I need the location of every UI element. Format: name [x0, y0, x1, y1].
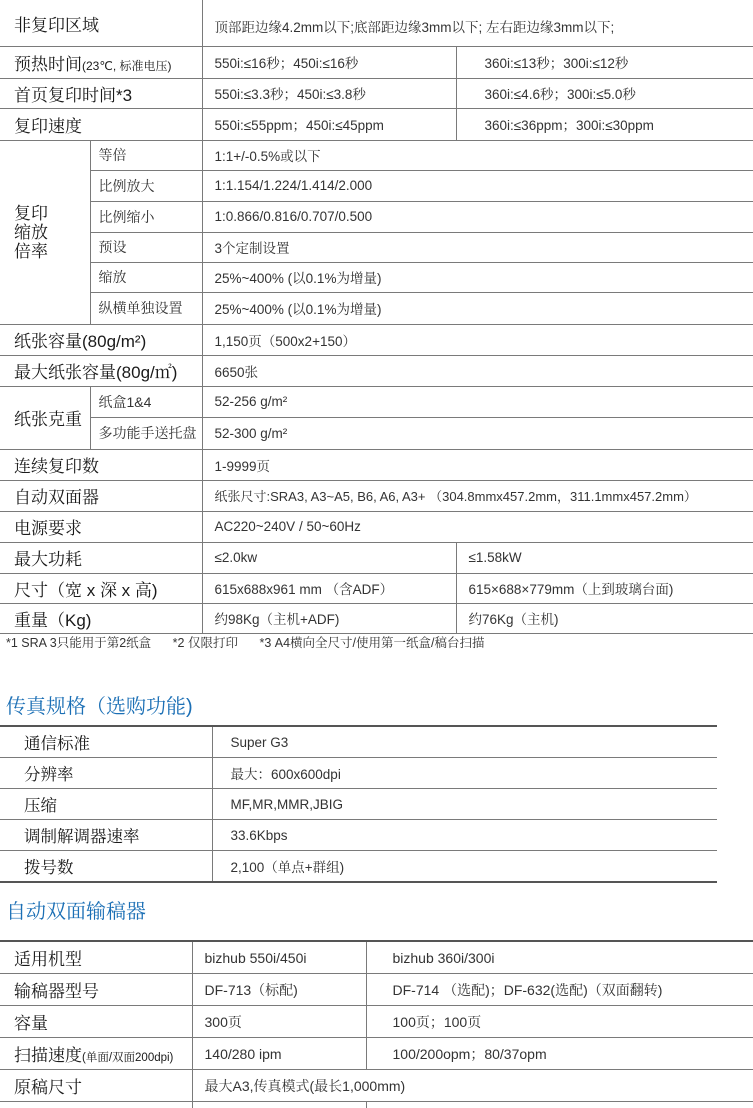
value-dimensions-right: 615×688×779mm（上到玻璃台面) [456, 573, 753, 603]
row-zoom-5 [0, 262, 753, 292]
fax-value-modem: 33.6Kbps [212, 820, 717, 851]
footnote-2: *2 仅限打印 [172, 636, 238, 650]
adf-row-feeder-model [0, 974, 753, 1006]
fax-label-resolution: 分辨率 [0, 758, 212, 789]
label-zoom-equal: 等倍 [90, 140, 202, 170]
row-copy-speed [0, 108, 753, 140]
value-dimensions-left: 615x688x961 mm （含ADF） [202, 573, 456, 603]
value-paper-capacity: 1,150页（500x2+150） [202, 324, 753, 355]
fax-row [0, 820, 717, 851]
adf-label-models: 适用机型 [0, 941, 192, 974]
label-zoom-xy: 纵横单独设置 [90, 292, 202, 324]
value-weight-left: 约98Kg（主机+ADF) [202, 603, 456, 633]
adf-label-scan-speed-text: 扫描速度 [14, 1046, 82, 1065]
adf-row-original-size [0, 1070, 753, 1102]
row-max-power [0, 542, 753, 573]
value-zoom-preset: 3个定制设置 [202, 232, 753, 262]
label-copy-speed: 复印速度 [0, 108, 202, 140]
row-zoom-2 [0, 170, 753, 201]
fax-row [0, 789, 717, 820]
label-paper-capacity: 纸张容量(80g/m²) [0, 324, 202, 355]
adf-value-models-left: bizhub 550i/450i [192, 941, 366, 974]
label-zoom-scale: 缩放 [90, 262, 202, 292]
label-paper-weight-cassette: 纸盒1&4 [90, 386, 202, 417]
fax-row [0, 851, 717, 883]
fax-section-title: 传真规格（选购功能) [6, 696, 193, 718]
label-max-paper-capacity: 最大纸张容量(80g/㎡) [0, 355, 202, 386]
row-zoom-1 [0, 140, 753, 170]
fax-row [0, 726, 717, 758]
adf-value-scan-speed-right: 100/200opm；80/37opm [366, 1038, 753, 1070]
adf-value-feeder-model-right: DF-714 （选配)；DF-632(选配)（双面翻转) [366, 974, 753, 1006]
adf-value-original-size: 最大A3,传真模式(最长1,000mm) [192, 1070, 753, 1102]
fax-row [0, 758, 717, 789]
row-paper-weight-2 [0, 417, 753, 449]
row-non-copy-area [0, 0, 753, 46]
value-weight-right: 约76Kg（主机) [456, 603, 753, 633]
row-zoom-3 [0, 201, 753, 232]
label-duplex: 自动双面器 [0, 480, 202, 511]
value-zoom-xy: 25%~400% (以0.1%为增量) [202, 292, 753, 324]
value-duplex: 纸张尺寸:SRA3, A3~A5, B6, A6, A3+ （304.8mmx457.2mm，311.1mmx457.2mm） [202, 480, 753, 511]
label-power: 电源要求 [0, 511, 202, 542]
fax-label-dial: 拨号数 [0, 851, 212, 883]
label-warmup-text: 预热时间 [14, 54, 82, 74]
row-power [0, 511, 753, 542]
fax-table [0, 725, 717, 883]
value-paper-weight-bypass: 52-300 g/m² [202, 417, 753, 449]
value-warmup-right: 360i:≤13秒；300i:≤12秒 [456, 46, 753, 78]
label-warmup [0, 46, 202, 78]
row-continuous-copy [0, 449, 753, 480]
adf-value-scan-speed-left: 140/280 ipm [192, 1038, 366, 1070]
adf-row-scan-speed [0, 1038, 753, 1070]
value-paper-weight-cassette: 52-256 g/m² [202, 386, 753, 417]
adf-row-cutoff [0, 1102, 753, 1108]
adf-cutoff-cell [366, 1102, 753, 1108]
adf-table [0, 940, 753, 1108]
value-zoom-scale: 25%~400% (以0.1%为增量) [202, 262, 753, 292]
adf-row-models [0, 941, 753, 974]
label-paper-weight-group: 纸张克重 [0, 386, 90, 449]
label-paper-weight-bypass: 多功能手送托盘 [90, 417, 202, 449]
label-zoom-group-text: 复印缩放倍率 [14, 203, 48, 261]
footnotes [6, 633, 502, 651]
adf-label-original-size: 原稿尺寸 [0, 1070, 192, 1102]
adf-label-scan-speed [0, 1038, 192, 1070]
value-max-power-right: ≤1.58kW [456, 542, 753, 573]
adf-row-capacity [0, 1006, 753, 1038]
footnote-3: *3 A4横向全尺寸/使用第一纸盒/稿台扫描 [259, 636, 485, 650]
row-weight [0, 603, 753, 633]
adf-cutoff-cell [0, 1102, 192, 1108]
label-continuous-copy: 连续复印数 [0, 449, 202, 480]
row-zoom-6 [0, 292, 753, 324]
fax-label-standard: 通信标准 [0, 726, 212, 758]
adf-label-capacity: 容量 [0, 1006, 192, 1038]
value-copy-speed-left: 550i:≤55ppm；450i:≤45ppm [202, 108, 456, 140]
row-zoom-4 [0, 232, 753, 262]
fax-value-dial: 2,100（单点+群组) [212, 851, 717, 883]
row-duplex [0, 480, 753, 511]
adf-value-feeder-model-left: DF-713（标配) [192, 974, 366, 1006]
fax-value-resolution: 最大：600x600dpi [212, 758, 717, 789]
adf-label-scan-speed-note: (单面/双面200dpi) [82, 1052, 174, 1064]
row-paper-weight-1 [0, 386, 753, 417]
label-zoom-reduce: 比例缩小 [90, 201, 202, 232]
fax-label-modem: 调制解调器速率 [0, 820, 212, 851]
value-power: AC220~240V / 50~60Hz [202, 511, 753, 542]
adf-value-capacity-left: 300页 [192, 1006, 366, 1038]
fax-value-standard: Super G3 [212, 726, 717, 758]
label-max-power: 最大功耗 [0, 542, 202, 573]
fax-label-compression: 压缩 [0, 789, 212, 820]
row-first-copy [0, 78, 753, 108]
value-continuous-copy: 1-9999页 [202, 449, 753, 480]
value-first-copy-left: 550i:≤3.3秒；450i:≤3.8秒 [202, 78, 456, 108]
value-zoom-reduce: 1:0.866/0.816/0.707/0.500 [202, 201, 753, 232]
fax-value-compression: MF,MR,MMR,JBIG [212, 789, 717, 820]
label-first-copy: 首页复印时间*3 [0, 78, 202, 108]
value-copy-speed-right: 360i:≤36ppm；300i:≤30ppm [456, 108, 753, 140]
adf-section-title: 自动双面输稿器 [6, 901, 146, 923]
label-non-copy-area: 非复印区域 [0, 0, 202, 46]
value-non-copy-area: 顶部距边缘4.2mm以下;底部距边缘3mm以下; 左右距边缘3mm以下; [202, 0, 753, 46]
value-zoom-enlarge: 1:1.154/1.224/1.414/2.000 [202, 170, 753, 201]
adf-value-capacity-right: 100页；100页 [366, 1006, 753, 1038]
adf-value-models-right: bizhub 360i/300i [366, 941, 753, 974]
adf-cutoff-cell [192, 1102, 366, 1108]
label-dimensions: 尺寸（宽 x 深 x 高) [0, 573, 202, 603]
label-zoom-enlarge: 比例放大 [90, 170, 202, 201]
value-max-paper-capacity: 6650张 [202, 355, 753, 386]
label-weight: 重量（Kg) [0, 603, 202, 633]
value-warmup-left: 550i:≤16秒；450i:≤16秒 [202, 46, 456, 78]
footnote-1: *1 SRA 3只能用于第2纸盒 [6, 636, 152, 650]
row-warmup [0, 46, 753, 78]
label-warmup-note: (23℃, 标准电压) [82, 58, 172, 73]
value-first-copy-right: 360i:≤4.6秒；300i:≤5.0秒 [456, 78, 753, 108]
value-max-power-left: ≤2.0kw [202, 542, 456, 573]
label-zoom-preset: 预设 [90, 232, 202, 262]
adf-label-feeder-model: 输稿器型号 [0, 974, 192, 1006]
label-zoom-group [0, 140, 90, 324]
row-paper-capacity [0, 324, 753, 355]
row-dimensions [0, 573, 753, 603]
row-max-paper-capacity [0, 355, 753, 386]
value-zoom-equal: 1:1+/-0.5%或以下 [202, 140, 753, 170]
